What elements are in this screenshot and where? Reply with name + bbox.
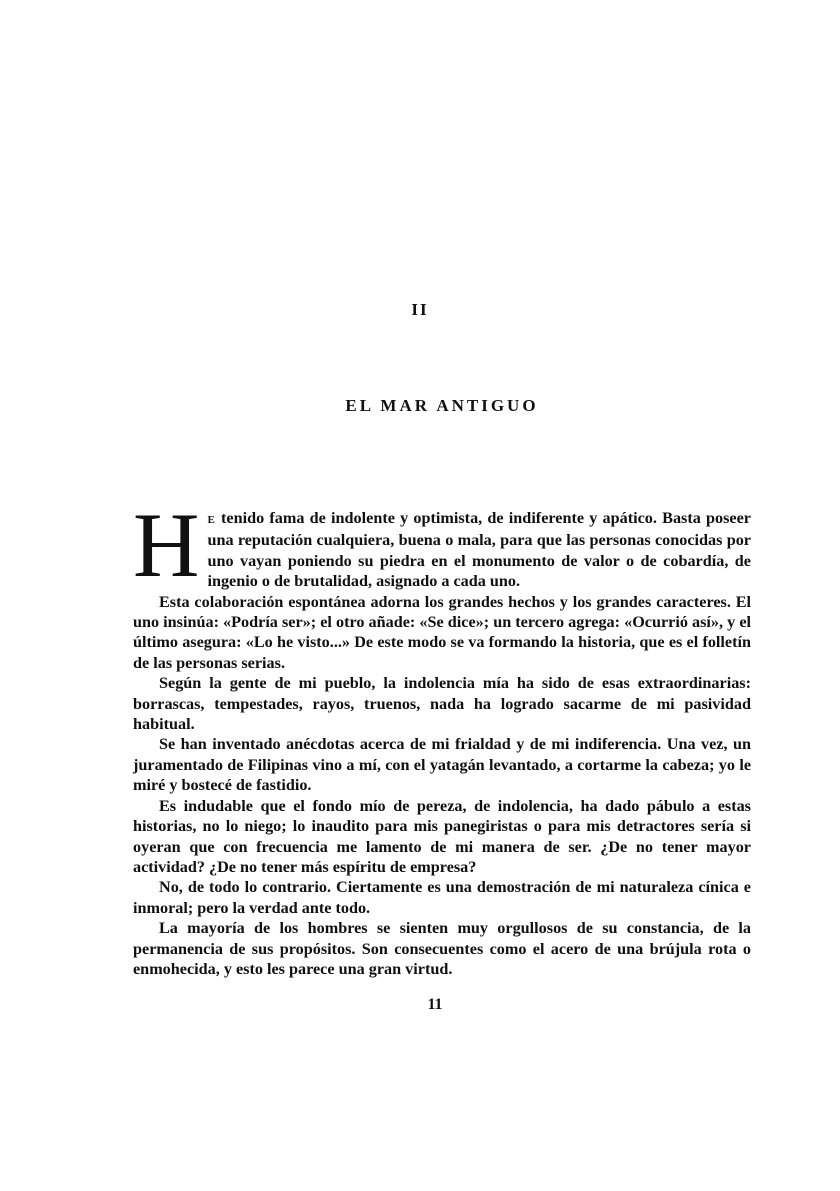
chapter-number: II: [411, 300, 429, 319]
paragraph-5: Es indudable que el fondo mío de pereza, de indolencia, ha dado pábulo a estas historias, no lo niego; lo inaudito para mis panegiristas o para mis detractores sería si oyeran que con frecuencia me lamento de mi manera de ser. ¿De no tener mayor actividad? ¿De no tener más espíritu de empresa?: [133, 796, 751, 876]
paragraph-4: Se han inventado anécdotas acerca de mi frialdad y de mi indiferencia. Una vez, un juramentado de Filipinas vino a mí, con el yatagán levantado, a cortarme la cabeza; yo le miré y bostecé de fastidio.: [133, 735, 751, 795]
paragraph-1: [133, 494, 751, 596]
chapter-body: [133, 494, 751, 979]
paragraph-2: Esta colaboración espontánea adorna los grandes hechos y los grandes caracteres. El uno insinúa: «Podría ser»; el otro añade: «Se dice»; un tercero agrega: «Ocurrió así», y el último asegura: «Lo he visto...» De este modo se va formando la historia, que es el folletín de las personas serias.: [133, 592, 751, 672]
page-number: 11: [427, 996, 443, 1013]
paragraph-3: Según la gente de mi pueblo, la indolencia mía ha sido de esas extraordinarias: borrascas, tempestades, rayos, truenos, nada ha logrado sacarme de mi pasividad habitual.: [133, 674, 751, 734]
small-cap: E: [207, 514, 216, 526]
paragraph-7: La mayoría de los hombres se sienten muy orgullosos de su constancia, de la permanencia de sus propósitos. Son consecuentes como el acero de una brújula rota o enmohecida, y esto les parece una gran virtud.: [133, 919, 751, 978]
drop-cap: H: [133, 494, 200, 596]
paragraph-6: No, de todo lo contrario. Ciertamente es una demostración de mi naturaleza cínica e inmoral; pero la verdad ante todo.: [133, 878, 751, 917]
paragraph-1-text: tenido fama de indolente y optimista, de indiferente y apático. Basta poseer una reputación cualquiera, buena o mala, para que las personas conocidas por uno vayan poniendo su piedra en el monumento de valor o de cobardía, de ingenio o de brutalidad, asignado a cada uno.: [207, 509, 751, 591]
chapter-title: EL MAR ANTIGUO: [345, 396, 539, 415]
